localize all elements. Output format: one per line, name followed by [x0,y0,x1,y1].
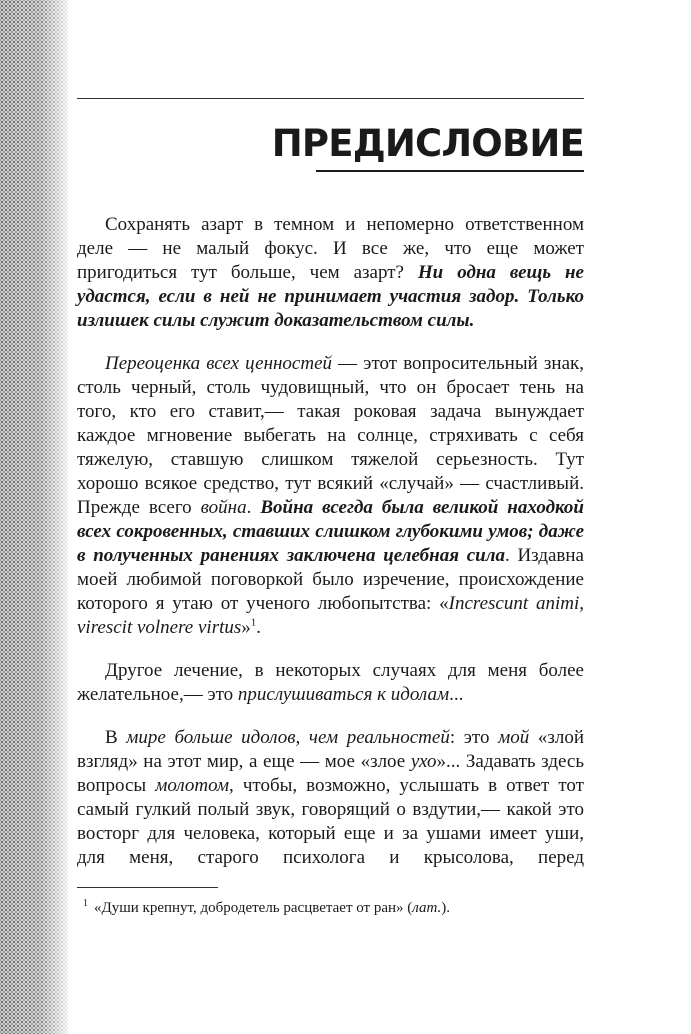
italic-run: война [200,497,247,518]
page-edge-shadow [0,0,68,1034]
italic-run: мой [498,727,530,748]
title-underline [316,170,584,172]
text-run: . [246,497,261,518]
footnote [83,898,583,918]
italic-run: прислушиваться к идолам [237,684,450,705]
body-text [77,213,584,870]
text-run: » [241,617,251,638]
text-run: Сохранять азарт в темном и непомерно ответственном деле — не малый фокус. И все же, что еще может пригодиться тут больше, чем азарт? [77,214,584,283]
italic-run: ухо [410,751,437,772]
text-run: »... Задавать здесь вопросы [77,751,585,796]
text-run: . Издавна моей любимой поговоркой было изречение, происхождение которого я утаю от ученого любопытства: « [77,545,584,614]
text-run: Другое лечение, в некоторых случаях для меня более желательное,— это [77,660,584,705]
page-title: ПРЕДИСЛОВИЕ [271,122,584,165]
italic-run: Переоценка всех ценностей [105,353,333,374]
bold-italic-run: Ни одна вещь не удастся, если в ней не принимает участия задор. Только излишек силы служит доказательством силы. [77,262,584,331]
text-run: ). [441,900,451,916]
text-run: «злой взгляд» на этот мир, а еще — мое «злое [77,727,584,772]
italic-run: молотом [155,775,230,796]
text-run: — этот вопросительный знак, столь черный, столь чудовищный, что он бросает тень на того, кто его ставит,— такая роковая задача вынуждает каждое мгновение выбегать на солнце, стряхивать с себя тяжелую, ставшую слишком тяжелой серьезность. Тут хорошо всякое средство, тут всякий «случай» — счастливый. Прежде всего [77,353,584,518]
italic-run: мире больше идолов, чем реальностей [126,727,450,748]
paragraph-3 [77,659,584,707]
bold-italic-run: Война всегда была великой находкой всех сокровенных, ставших слишком глубокими умов; даже в полученных ранениях заключена целебная сила [77,497,585,566]
latin-quote: Increscunt animi, virescit volnere virtus [77,593,584,638]
header-rule [77,98,584,99]
paragraph-4 [77,726,584,870]
text-run: В [105,727,127,748]
italic-run: лат. [412,900,442,916]
footnote-ref[interactable]: 1 [250,616,257,629]
paragraph-1 [77,213,584,333]
text-run: «Души крепнут, добродетель расцветает от ран» ( [94,900,413,916]
footnote-rule [77,887,218,888]
paragraph-2 [77,352,584,640]
text-run: ... [449,684,464,705]
footnote-number: 1 [83,898,88,909]
text-run: . [256,617,262,638]
text-run: , чтобы, возможно, услышать в ответ тот самый гулкий полый звук, говорящий о вздутии,— какой это восторг для человека, который еще и за ушами имеет уши, для меня, старого психолога и крысолова, перед [77,775,584,868]
text-run: : это [449,727,499,748]
